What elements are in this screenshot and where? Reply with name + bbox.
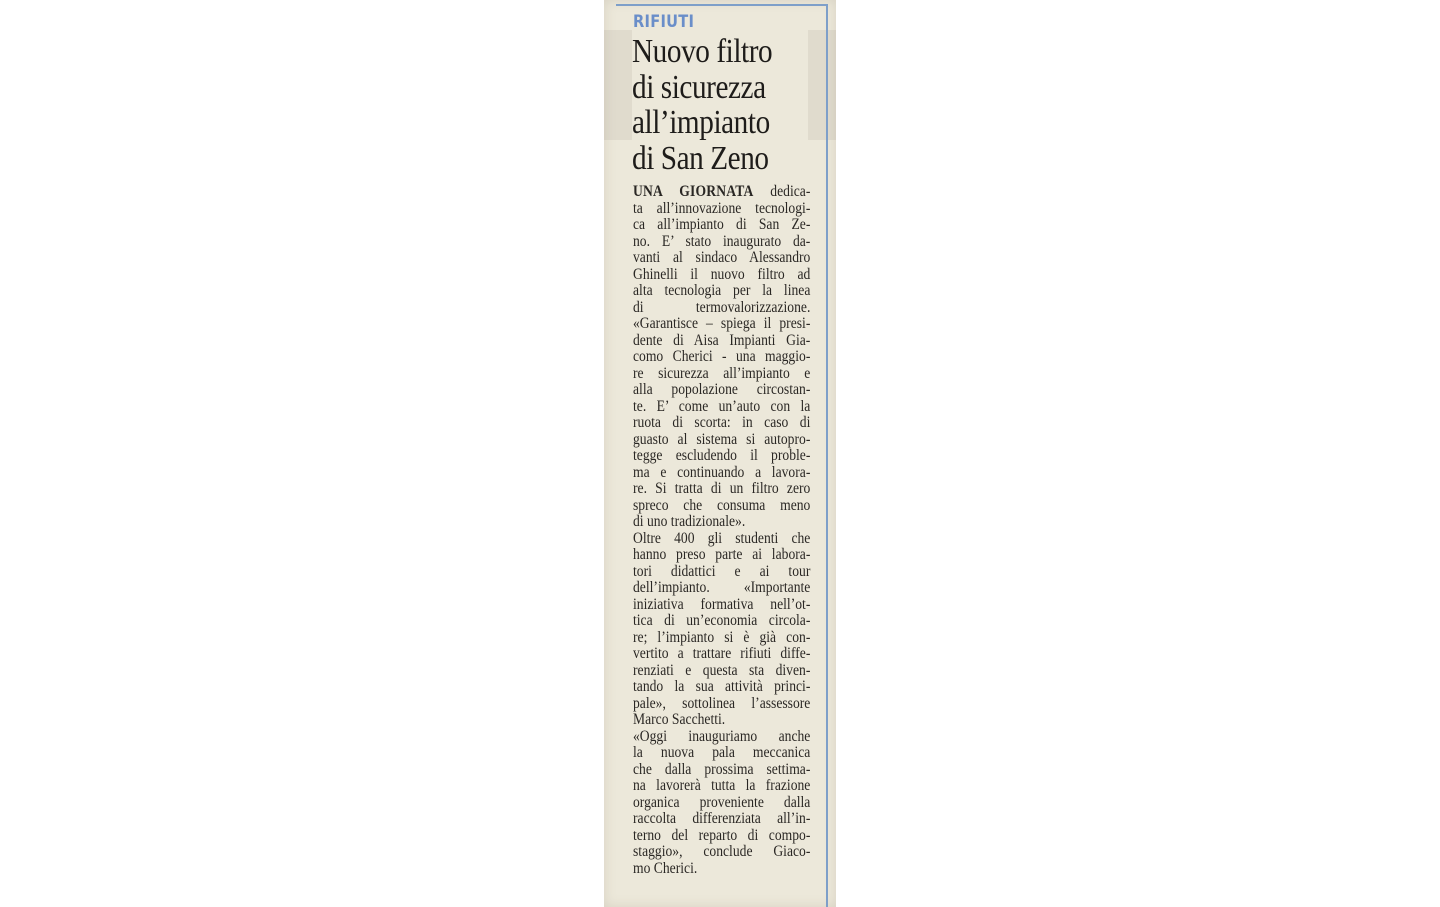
article-line: di termovalorizzazione. xyxy=(633,298,811,316)
article-line: guasto al sistema si autopro- xyxy=(633,430,811,448)
article-line: organica proveniente dalla xyxy=(633,793,811,811)
article-line: di uno tradizionale». xyxy=(633,513,746,530)
headline-line: di sicurezza xyxy=(632,68,766,106)
article-line: ca all’impianto di San Ze- xyxy=(633,216,811,233)
show-through-shadow xyxy=(604,30,632,140)
headline xyxy=(632,34,821,176)
column-rule xyxy=(826,4,828,907)
article-line: re; l’impianto si è già con- xyxy=(633,628,811,646)
article-line: Marco Sacchetti. xyxy=(633,711,726,728)
lead-words: UNA GIORNATA xyxy=(633,183,754,200)
article-line: «Garantisce – spiega il presi- xyxy=(633,315,811,332)
article-line: renziati e questa sta diven- xyxy=(633,661,811,679)
article-line: la nuova pala meccanica xyxy=(633,744,811,761)
article-line: tando la sua attività princi- xyxy=(633,678,811,695)
article-line: ma e continuando a lavora- xyxy=(633,463,811,481)
article-line: iniziativa formativa nell’ot- xyxy=(633,595,811,613)
article-line: re. Si tratta di un filtro zero xyxy=(633,480,811,497)
article-line: raccolta differenziata all’in- xyxy=(633,810,811,827)
article-body xyxy=(633,184,810,877)
article-line: pale», sottolinea l’assessore xyxy=(633,694,811,712)
lead-rest: dedica- xyxy=(753,183,811,200)
article-line xyxy=(633,184,810,201)
article-line: «Oggi inauguriamo anche xyxy=(633,727,811,745)
article-line: alta tecnologia per la linea xyxy=(633,282,811,299)
article-line: dente di Aisa Impianti Gia- xyxy=(633,331,811,349)
article-line: tegge escludendo il proble- xyxy=(633,447,811,464)
headline-line: all’impianto xyxy=(632,104,770,141)
article-line: tori didattici e ai tour xyxy=(633,562,811,580)
article-line: tica di un’economia circola- xyxy=(633,612,811,629)
headline-line: Nuovo filtro xyxy=(632,33,773,70)
article-line: re sicurezza all’impianto e xyxy=(633,364,811,382)
article-line: no. E’ stato inaugurato da- xyxy=(633,232,811,250)
article-line: te. E’ come un’auto con la xyxy=(633,397,811,415)
article-line: Oltre 400 gli studenti che xyxy=(633,529,811,547)
article-line: staggio», conclude Giaco- xyxy=(633,843,811,860)
article-line: spreco che consuma meno xyxy=(633,496,811,514)
article-line: alla popolazione circostan- xyxy=(633,381,811,398)
article-line: che dalla prossima settima- xyxy=(633,760,811,778)
section-kicker: RIFIUTI xyxy=(633,12,695,32)
top-rule xyxy=(616,4,828,6)
article-line: como Cherici - una maggio- xyxy=(633,348,811,365)
article-line: hanno preso parte ai labora- xyxy=(633,546,811,563)
article-line: dell’impianto. «Importante xyxy=(633,579,811,596)
article-line: vertito a trattare rifiuti diffe- xyxy=(633,645,811,662)
article-line: mo Cherici. xyxy=(633,859,698,877)
newspaper-clipping xyxy=(604,0,836,907)
article-line: terno del reparto di compo- xyxy=(633,826,811,844)
article-line: vanti al sindaco Alessandro xyxy=(633,249,811,266)
article-line: ruota di scorta: in caso di xyxy=(633,414,811,431)
headline-line: di San Zeno xyxy=(632,139,769,177)
article-line: na lavorerà tutta la frazione xyxy=(633,777,811,794)
article-line: Ghinelli il nuovo filtro ad xyxy=(633,265,811,283)
article-line: ta all’innovazione tecnologi- xyxy=(633,199,811,217)
